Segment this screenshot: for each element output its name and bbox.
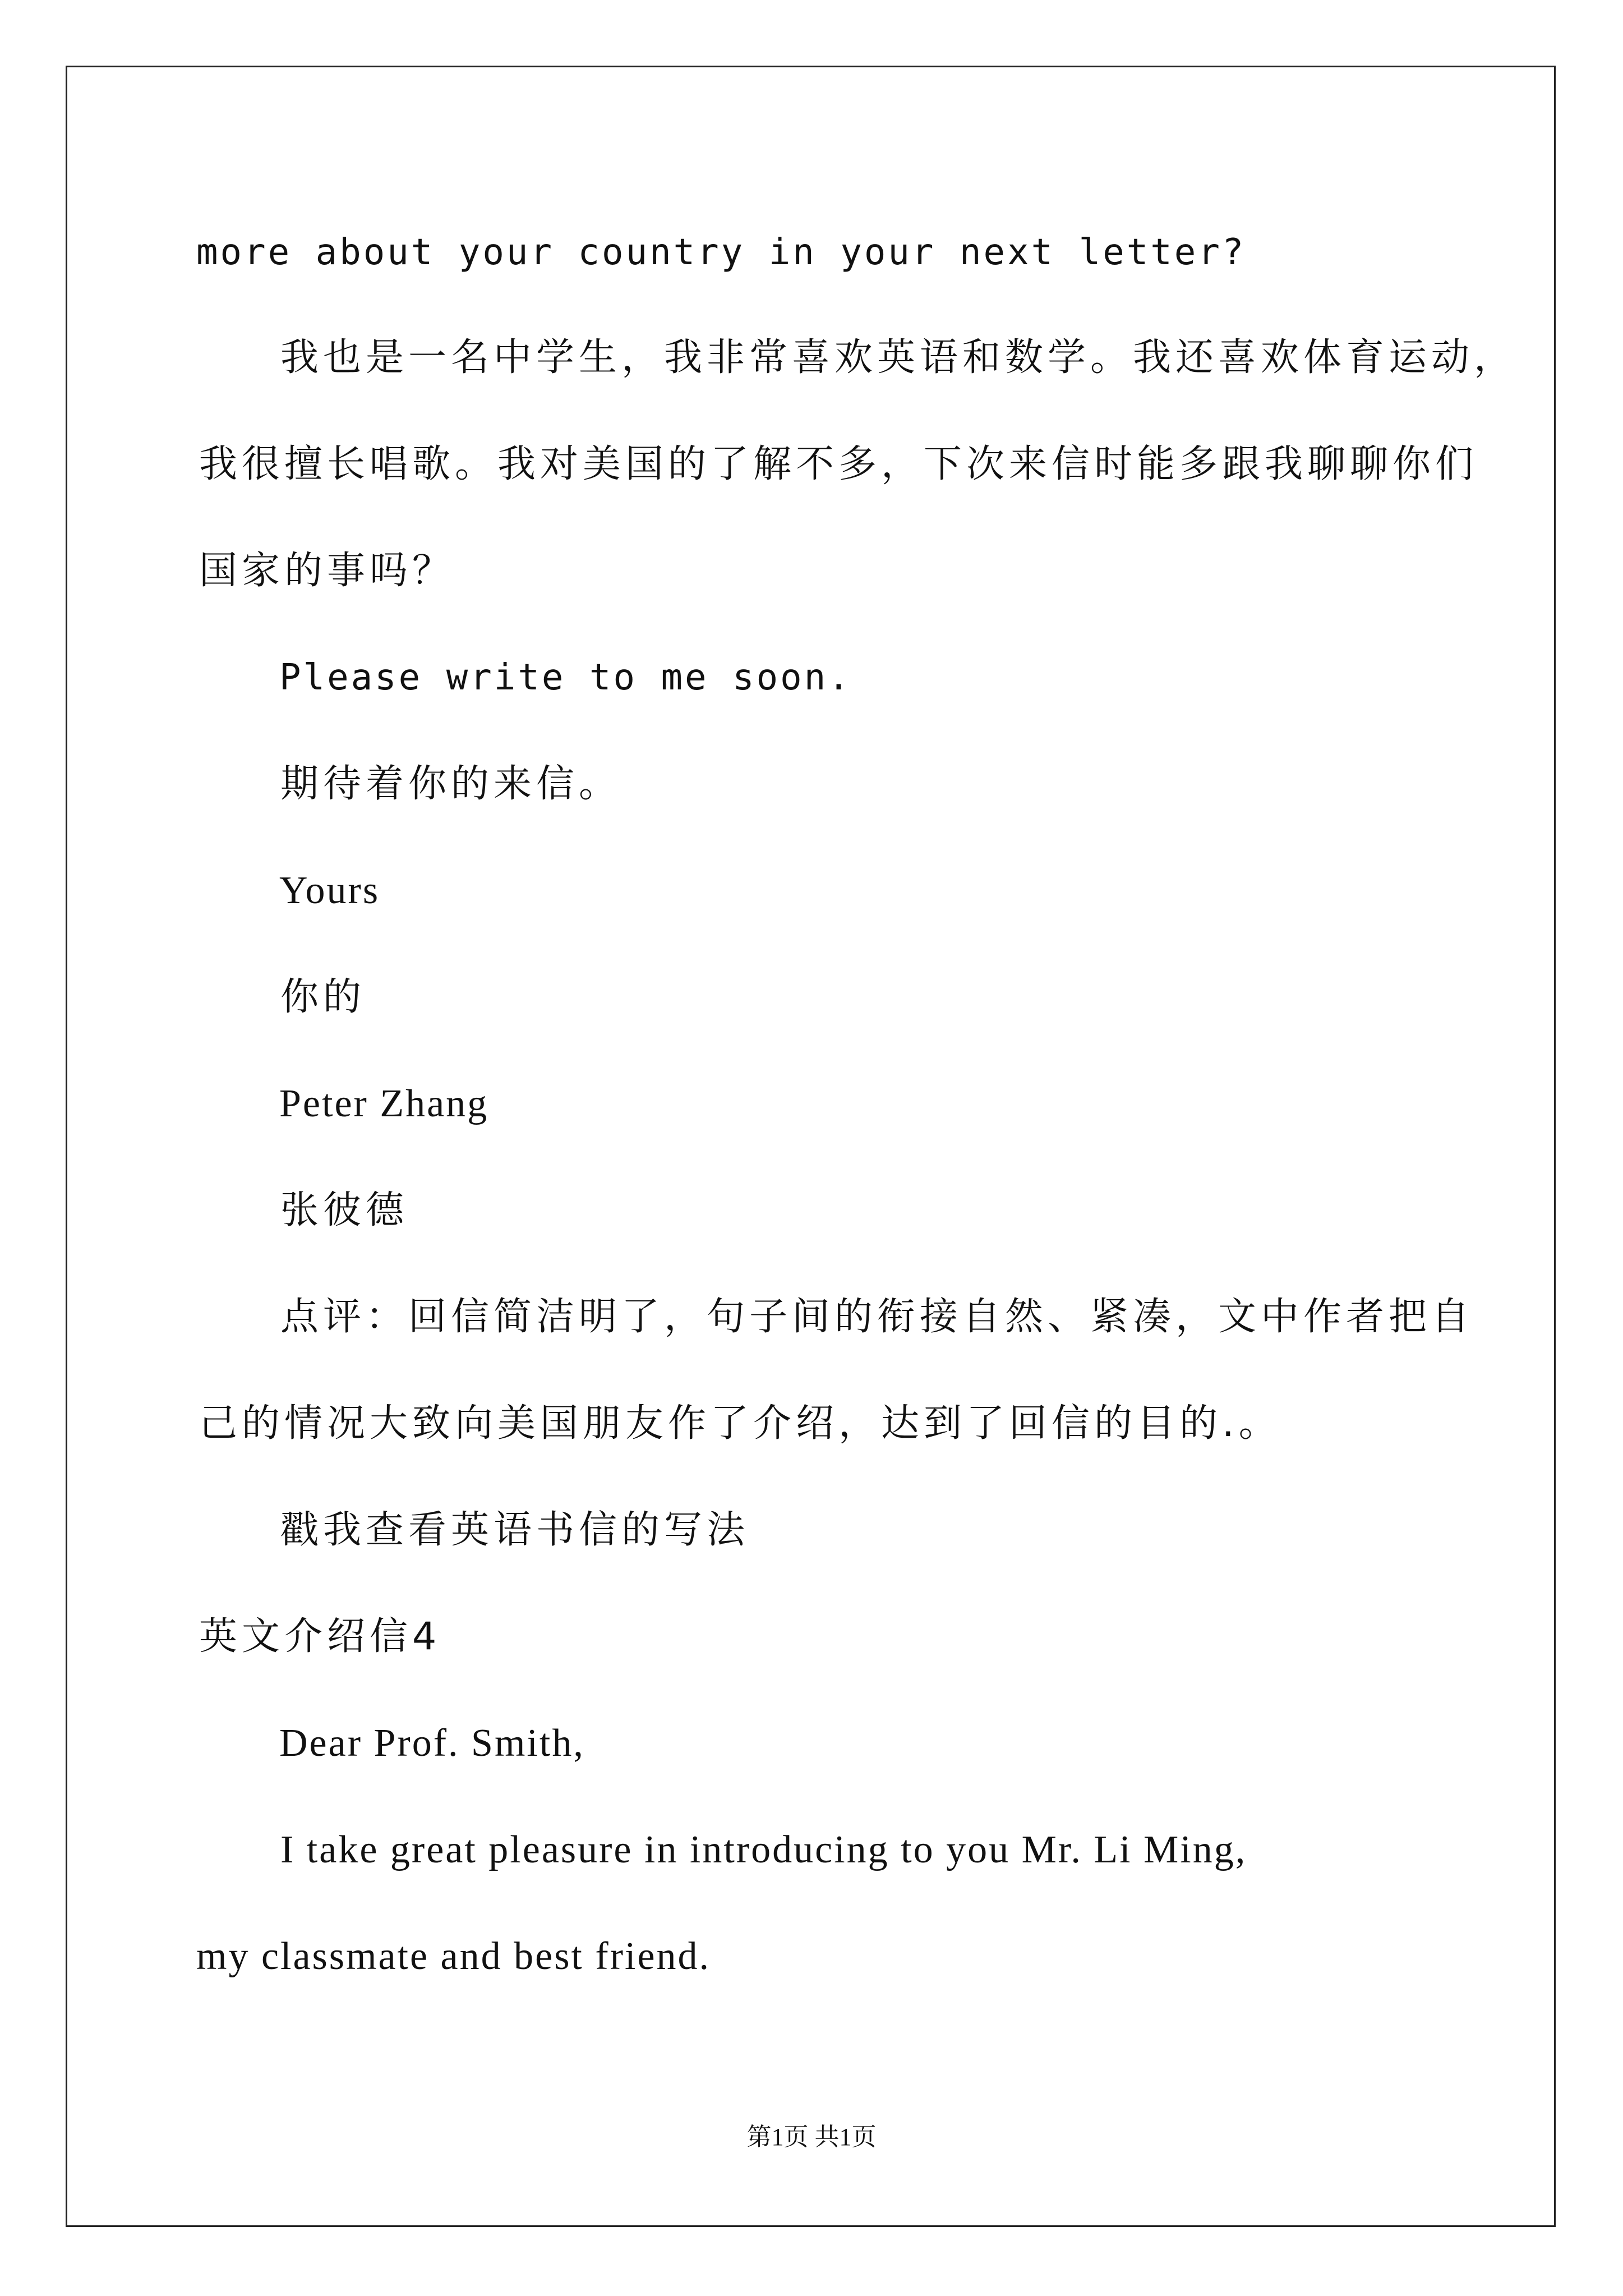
text-line: more about your country in your next letter? [196, 232, 1246, 273]
text-line: Please write to me soon. [279, 657, 852, 698]
page-border [66, 66, 1556, 2227]
text-line: 戳我查看英语书信的写法 [280, 1508, 750, 1552]
section-heading: 英文介绍信4 [199, 1614, 441, 1659]
text-line: 张彼德 [280, 1188, 409, 1232]
text-line: Peter Zhang [279, 1082, 489, 1125]
text-line: 国家的事吗？ [199, 549, 455, 593]
text-line: 期待着你的来信。 [280, 762, 622, 806]
text-line: Dear Prof. Smith, [279, 1722, 585, 1765]
text-line: I take great pleasure in introducing to you Mr. Li Ming, [280, 1828, 1247, 1871]
text-line: 我也是一名中学生，我非常喜欢英语和数学。我还喜欢体育运动， [280, 335, 1517, 380]
text-line: my classmate and best friend. [196, 1935, 711, 1978]
text-line: 我很擅长唱歌。我对美国的了解不多，下次来信时能多跟我聊聊你们 [199, 442, 1478, 486]
text-line: 点评：回信简洁明了，句子间的衔接自然、紧凑，文中作者把自 [280, 1295, 1474, 1339]
text-line: Yours [279, 869, 380, 912]
text-line: 你的 [280, 975, 366, 1019]
page-number-footer: 第1页 共1页 [746, 2123, 877, 2151]
text-line: 己的情况大致向美国朋友作了介绍，达到了回信的目的.。 [199, 1401, 1281, 1446]
